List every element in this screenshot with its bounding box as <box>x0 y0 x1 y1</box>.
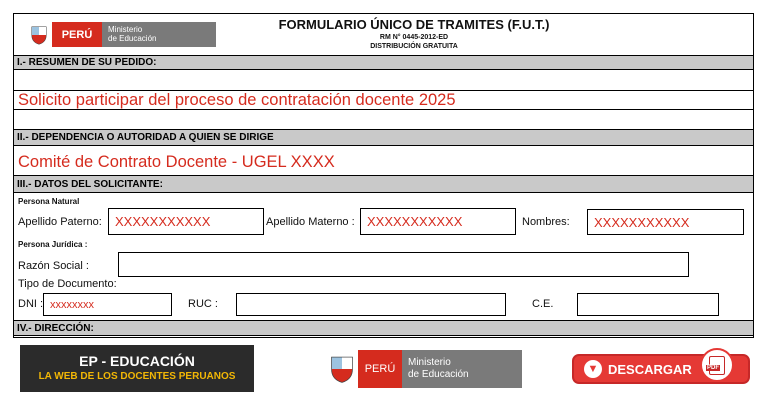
razon-social-field[interactable] <box>118 252 689 277</box>
minedu-ministry <box>402 350 522 388</box>
ruc-field[interactable] <box>236 293 506 316</box>
apellido-materno-label: Apellido Materno : <box>266 216 355 228</box>
pdf-icon[interactable] <box>700 348 734 382</box>
apellido-materno-field[interactable]: XXXXXXXXXXX <box>360 208 516 235</box>
download-label: DESCARGAR <box>608 361 692 377</box>
dni-field[interactable]: xxxxxxxx <box>43 293 172 316</box>
divider <box>14 109 753 110</box>
form-distribution: DISTRIBUCIÓN GRATUITA <box>370 43 458 50</box>
logo-ministry-line2: de Educación <box>108 34 157 43</box>
ep-title: EP - EDUCACIÓN <box>79 353 195 369</box>
form-rm: RM N° 0445-2012-ED <box>379 34 449 41</box>
peru-shield-icon <box>26 22 52 47</box>
ruc-label: RUC : <box>188 298 218 310</box>
minedu-logo <box>26 22 216 47</box>
pdf-document-icon <box>709 356 725 375</box>
ep-subtitle: LA WEB DE LOS DOCENTES PERUANOS <box>38 371 236 382</box>
section-2-value[interactable]: Comité de Contrato Docente - UGEL XXXX <box>18 153 335 171</box>
nombres-label: Nombres: <box>522 216 570 228</box>
chevron-down-icon: ▼ <box>584 360 602 378</box>
apellido-paterno-label: Apellido Paterno: <box>18 216 102 228</box>
section-2-bar: II.- DEPENDENCIA O AUTORIDAD A QUIEN SE DIRIGE <box>14 129 753 146</box>
dni-label: DNI : <box>18 298 44 310</box>
persona-juridica-label: Persona Jurídica : <box>18 240 88 249</box>
minedu-banner <box>326 350 522 388</box>
nombres-field[interactable]: XXXXXXXXXXX <box>587 209 744 235</box>
ce-label: C.E. <box>532 298 554 310</box>
section-4-bar: IV.- DIRECCIÓN: <box>14 320 753 336</box>
fut-form <box>13 13 754 338</box>
ce-field[interactable] <box>577 293 719 316</box>
section-1-bar: I.- RESUMEN DE SU PEDIDO: <box>14 55 753 70</box>
form-header <box>14 14 753 56</box>
persona-natural-label: Persona Natural <box>18 197 80 206</box>
section-1-value[interactable]: Solicito participar del proceso de contratación docente 2025 <box>18 91 456 109</box>
minedu-line1: Ministerio <box>408 357 451 368</box>
minedu-country: PERÚ <box>358 350 402 388</box>
logo-country: PERÚ <box>52 22 102 47</box>
minedu-line2: de Educación <box>408 369 469 380</box>
section-3-bar: III.- DATOS DEL SOLICITANTE: <box>14 175 753 193</box>
razon-social-label: Razón Social : <box>18 260 89 272</box>
logo-ministry-line1: Ministerio <box>108 25 143 34</box>
tipo-documento-label: Tipo de Documento: <box>18 278 117 290</box>
pdf-label: PDF <box>707 364 719 371</box>
peru-shield-icon <box>326 350 358 388</box>
form-title: FORMULARIO ÚNICO DE TRAMITES (F.U.T.) <box>278 17 550 32</box>
apellido-paterno-field[interactable]: XXXXXXXXXXX <box>108 208 264 235</box>
ep-educacion-banner[interactable] <box>20 345 254 392</box>
logo-ministry <box>102 22 216 47</box>
